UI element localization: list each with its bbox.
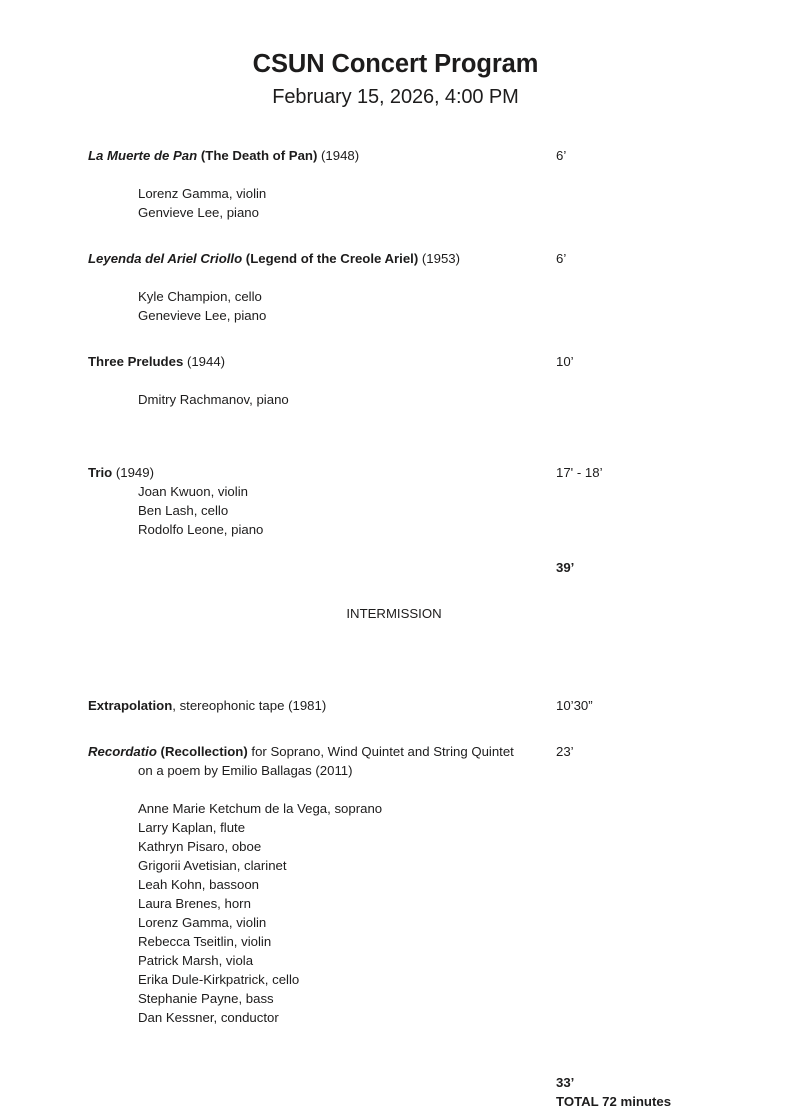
- list-item: Ben Lash, cello: [138, 503, 229, 518]
- performer-list: [138, 390, 748, 409]
- list-item: Anne Marie Ketchum de la Vega, soprano: [138, 801, 383, 816]
- program-work-recordatio: [88, 742, 748, 1027]
- work-title-main: Extrapolation: [88, 698, 173, 713]
- first-half-subtotal: 39’: [556, 560, 575, 575]
- work-title-year: (1953): [418, 251, 461, 266]
- grand-total: TOTAL 72 minutes: [556, 1094, 672, 1109]
- spacer: [88, 650, 748, 677]
- work-title: [88, 354, 225, 369]
- spacer: [88, 780, 748, 799]
- work-title-main: Trio: [88, 465, 113, 480]
- spacer: [88, 1054, 748, 1073]
- work-header: [88, 463, 748, 482]
- work-duration: 17' - 18’: [556, 465, 603, 480]
- program-work-extrapolation: [88, 696, 748, 715]
- second-half-subtotal: 33’: [556, 1075, 575, 1090]
- list-item: Erika Dule-Kirkpatrick, cello: [138, 972, 300, 987]
- work-duration: 23’: [556, 744, 574, 759]
- work-title: [88, 465, 154, 480]
- spacer: [88, 436, 748, 463]
- spacer: [88, 539, 748, 558]
- program-work-leyenda-del-ariel-criollo: [88, 249, 748, 325]
- intermission-label: INTERMISSION: [346, 606, 442, 621]
- list-item: Lorenz Gamma, violin: [138, 186, 267, 201]
- list-item: Dmitry Rachmanov, piano: [138, 392, 289, 407]
- work-title-main: Three Preludes: [88, 354, 184, 369]
- list-item: Laura Brenes, horn: [138, 896, 251, 911]
- performer-list: [138, 184, 748, 222]
- spacer: [88, 577, 748, 604]
- work-title: [88, 698, 326, 713]
- performer-list: [138, 287, 748, 325]
- work-title-original: Leyenda del Ariel Criollo: [88, 251, 243, 266]
- work-title-detail: for Soprano, Wind Quintet and String Quintet: [247, 744, 514, 759]
- list-item: Lorenz Gamma, violin: [138, 915, 267, 930]
- spacer: [88, 677, 748, 696]
- performer-list: [138, 482, 748, 539]
- list-item: Patrick Marsh, viola: [138, 953, 254, 968]
- program-list: [88, 146, 748, 1111]
- spacer: [88, 325, 748, 352]
- spacer: [88, 1027, 748, 1054]
- work-duration: 10’: [556, 354, 574, 369]
- list-item: Kyle Champion, cello: [138, 289, 262, 304]
- second-half-subtotal-row: [88, 1073, 748, 1092]
- list-item: Rebecca Tseitlin, violin: [138, 934, 272, 949]
- program-work-trio: [88, 463, 748, 539]
- work-title-translation: (Recollection): [156, 744, 248, 759]
- work-title-year: (1948): [317, 148, 360, 163]
- spacer: [88, 268, 748, 287]
- list-item: Rodolfo Leone, piano: [138, 522, 264, 537]
- list-item: Grigorii Avetisian, clarinet: [138, 858, 287, 873]
- work-duration: 6’: [556, 251, 567, 266]
- work-title-translation: (Legend of the Creole Ariel): [242, 251, 419, 266]
- work-header: [88, 146, 748, 165]
- work-header: [88, 742, 748, 761]
- program-work-three-preludes: [88, 352, 748, 409]
- page-subtitle: February 15, 2026, 4:00 PM: [272, 86, 519, 108]
- list-item: Joan Kwuon, violin: [138, 484, 248, 499]
- performer-list: [138, 799, 748, 1027]
- work-duration: 6’: [556, 148, 567, 163]
- list-item: Genevieve Lee, piano: [138, 308, 267, 323]
- list-item: Kathryn Pisaro, oboe: [138, 839, 262, 854]
- work-title-detail: , stereophonic tape (1981): [172, 698, 327, 713]
- program-work-la-muerte-de-pan: [88, 146, 748, 222]
- work-header: [88, 249, 748, 268]
- spacer: [88, 222, 748, 249]
- spacer: [88, 371, 748, 390]
- work-duration: 10’30”: [556, 698, 593, 713]
- first-half-subtotal-row: [88, 558, 748, 577]
- work-title-year: (1944): [183, 354, 226, 369]
- work-title: [88, 148, 359, 163]
- list-item: Larry Kaplan, flute: [138, 820, 246, 835]
- grand-total-row: [88, 1092, 748, 1111]
- totals-block: [88, 1073, 748, 1111]
- list-item: Genvieve Lee, piano: [138, 205, 259, 220]
- work-title: [88, 744, 514, 759]
- list-item: Stephanie Payne, bass: [138, 991, 274, 1006]
- page-title: CSUN Concert Program: [252, 50, 539, 78]
- work-title-original: La Muerte de Pan: [88, 148, 198, 163]
- work-title-year: (1949): [112, 465, 154, 480]
- list-item: Dan Kessner, conductor: [138, 1010, 279, 1025]
- work-header: [88, 696, 748, 715]
- work-title-translation: (The Death of Pan): [197, 148, 318, 163]
- spacer: [88, 715, 748, 742]
- spacer: [88, 409, 748, 436]
- work-title-original: Recordatio: [88, 744, 157, 759]
- spacer: [88, 165, 748, 184]
- work-header: [88, 352, 748, 371]
- spacer: [88, 623, 748, 650]
- list-item: Leah Kohn, bassoon: [138, 877, 259, 892]
- work-title: [88, 251, 460, 266]
- work-subline: on a poem by Emilio Ballagas (2011): [138, 763, 353, 778]
